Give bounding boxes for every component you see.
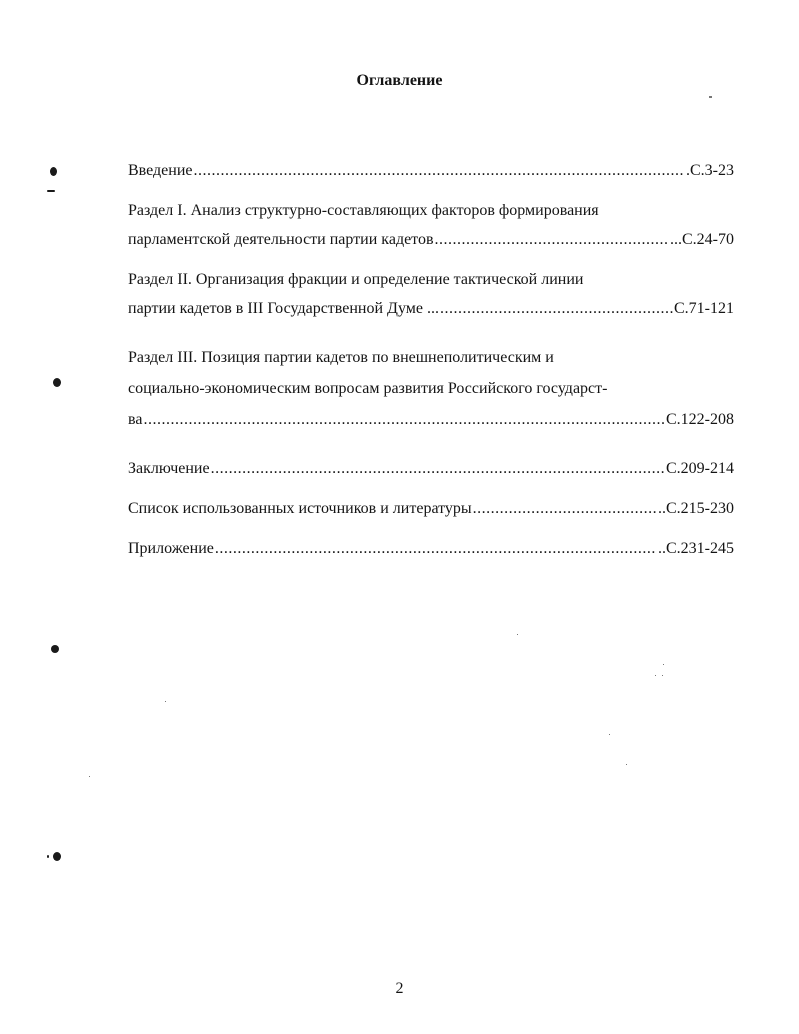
toc-entry-label: ва xyxy=(128,411,143,428)
dot-leader xyxy=(215,538,657,560)
toc-page-range: .С.3-23 xyxy=(686,162,734,179)
toc-entry-section1-line1: Раздел I. Анализ структурно-составляющих факторов формирования xyxy=(128,202,599,219)
toc-page-range: С.122-208 xyxy=(666,411,734,428)
scan-speck xyxy=(655,675,656,676)
binder-hole-mark xyxy=(50,167,57,176)
binder-hole-mark xyxy=(53,852,61,861)
toc-entry-section1 xyxy=(128,229,734,251)
toc-page-range: ..С.231-245 xyxy=(658,540,734,557)
toc-page-range: ..С.215-230 xyxy=(658,500,734,517)
scan-speck xyxy=(626,764,627,765)
scan-speck xyxy=(662,675,663,676)
dot-leader xyxy=(440,298,673,320)
dot-leader xyxy=(194,160,686,182)
dot-leader xyxy=(473,498,657,520)
toc-entry-label: Заключение xyxy=(128,460,210,477)
toc-entry-section3 xyxy=(128,409,734,431)
toc-entry-intro xyxy=(128,160,734,182)
toc-entry-sources xyxy=(128,498,734,520)
toc-entry-label: Приложение xyxy=(128,540,214,557)
toc-page-range: ...С.24-70 xyxy=(670,231,734,248)
toc-entry-section2-line1: Раздел II. Организация фракции и определение тактической линии xyxy=(128,271,584,288)
toc-page-range: С.209-214 xyxy=(666,460,734,477)
toc-entry-label: Введение xyxy=(128,162,193,179)
binder-hole-mark xyxy=(47,855,49,858)
toc-entry-label: парламентской деятельности партии кадетов xyxy=(128,231,434,248)
toc-entry-section2 xyxy=(128,298,734,320)
scan-speck xyxy=(709,96,712,98)
dot-leader xyxy=(211,458,665,480)
toc-page-range: С.71-121 xyxy=(674,300,734,317)
toc-entry-section3-line2: социально-экономическим вопросам развития Российского государст- xyxy=(128,380,608,397)
binder-hole-mark xyxy=(47,190,55,192)
scan-speck xyxy=(517,634,518,635)
scan-speck xyxy=(663,664,664,665)
scan-speck xyxy=(165,701,166,702)
toc-entry-label: партии кадетов в III Государственной Думе ... xyxy=(128,300,439,317)
dot-leader xyxy=(143,409,665,431)
toc-entry-conclusion xyxy=(128,458,734,480)
dot-leader xyxy=(435,229,669,251)
binder-hole-mark xyxy=(51,645,59,653)
toc-entry-label: Список использованных источников и литературы xyxy=(128,500,472,517)
scan-speck xyxy=(89,776,90,777)
toc-entry-appendix xyxy=(128,538,734,560)
page-title: Оглавление xyxy=(356,72,443,89)
page-number: 2 xyxy=(395,980,404,997)
scan-speck xyxy=(609,734,610,735)
toc-entry-section3-line1: Раздел III. Позиция партии кадетов по внешнеполитическим и xyxy=(128,349,554,366)
binder-hole-mark xyxy=(53,378,61,387)
